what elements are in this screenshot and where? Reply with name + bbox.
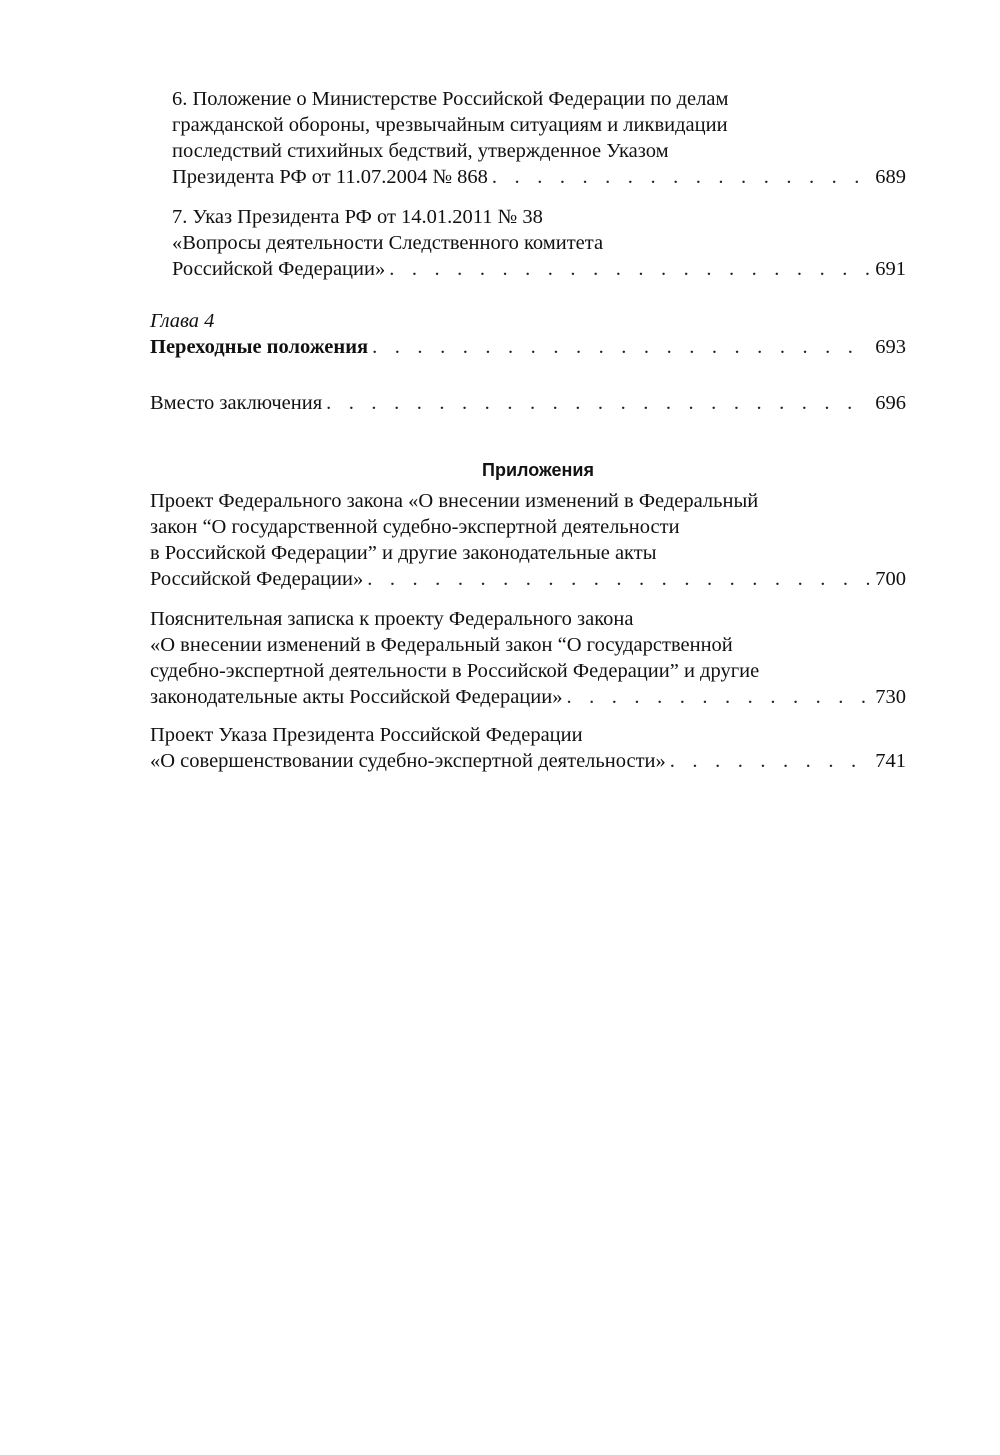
toc-entry-item-6[interactable] (172, 86, 906, 190)
dot-leader (389, 256, 869, 282)
page-number: 730 (875, 686, 906, 708)
toc-entry-line: гражданской обороны, чрезвычайным ситуациям и ликвидации (172, 114, 728, 136)
toc-entry-line: Российской Федерации» (172, 258, 386, 280)
toc-entry-line: 7. Указ Президента РФ от 14.01.2011 № 38 (172, 206, 543, 228)
toc-entry-last-line (150, 334, 906, 360)
dot-leader (326, 390, 869, 416)
toc-entry-line: Проект Указа Президента Российской Федерации (150, 724, 583, 746)
chapter-label: Глава 4 (150, 310, 215, 332)
toc-entry-line: «О совершенствовании судебно-экспертной деятельности» (150, 750, 666, 772)
page-number: 741 (875, 750, 906, 772)
conclusion-title: Вместо заключения (150, 392, 323, 414)
dot-leader (372, 334, 869, 360)
dot-leader (367, 566, 869, 592)
dot-leader (492, 164, 869, 190)
page-number: 693 (875, 336, 906, 358)
toc-entry-last-line (172, 164, 906, 190)
toc-entry-line: в Российской Федерации” и другие законодательные акты (150, 542, 657, 564)
toc-entry-last-line (150, 748, 906, 774)
toc-entry-line: Проект Федерального закона «О внесении изменений в Федеральный (150, 490, 759, 512)
toc-entry-line: судебно-экспертной деятельности в Российской Федерации” и другие (150, 660, 760, 682)
toc-entry-chapter-4[interactable] (150, 334, 906, 360)
toc-entry-last-line (150, 390, 906, 416)
toc-entry-line: «Вопросы деятельности Следственного комитета (172, 232, 604, 254)
toc-entry-line: закон “О государственной судебно-экспертной деятельности (150, 516, 680, 538)
toc-entry-last-line (150, 566, 906, 592)
toc-entry-line: Президента РФ от 11.07.2004 № 868 (172, 166, 488, 188)
dot-leader (670, 748, 869, 774)
toc-entry-appendix-2[interactable] (150, 606, 906, 710)
dot-leader (566, 684, 869, 710)
toc-entry-line: Российской Федерации» (150, 568, 364, 590)
toc-entry-line: последствий стихийных бедствий, утвержденное Указом (172, 140, 669, 162)
page-number: 691 (875, 258, 906, 280)
chapter-title: Переходные положения (150, 336, 369, 358)
toc-entry-item-7[interactable] (172, 204, 906, 282)
toc-entry-line: 6. Положение о Министерстве Российской Федерации по делам (172, 88, 729, 110)
page-number: 696 (875, 392, 906, 414)
toc-entry-appendix-1[interactable] (150, 488, 906, 592)
toc-entry-last-line (150, 684, 906, 710)
page-number: 689 (875, 166, 906, 188)
page-number: 700 (875, 568, 906, 590)
toc-entry-appendix-3[interactable] (150, 722, 906, 774)
toc-entry-line: законодательные акты Российской Федерации» (150, 686, 563, 708)
toc-entry-line: Пояснительная записка к проекту Федерального закона (150, 608, 634, 630)
toc-entry-last-line (172, 256, 906, 282)
toc-entry-line: «О внесении изменений в Федеральный закон “О государственной (150, 634, 733, 656)
appendix-heading: Приложения (482, 460, 594, 480)
toc-entry-conclusion[interactable] (150, 390, 906, 416)
